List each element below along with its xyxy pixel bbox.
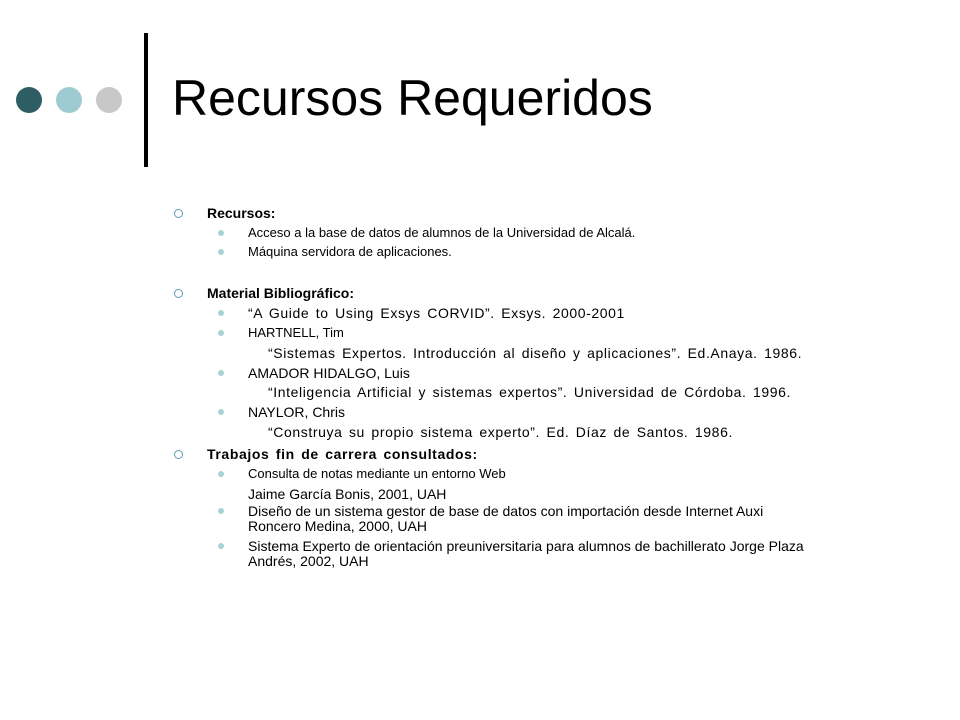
bullet-icon <box>218 249 224 255</box>
bullet-icon <box>218 310 224 316</box>
section-bullet-icon <box>174 450 183 459</box>
reference-title: “Sistemas Expertos. Introducción al diseño y aplicaciones”. Ed.Anaya. 1986. <box>268 345 803 361</box>
list-item <box>248 404 345 420</box>
bullet-icon <box>218 471 224 477</box>
section-heading-label: Trabajos fin de carrera consultados: <box>207 446 478 462</box>
section-heading-trabajos <box>207 446 478 462</box>
list-item <box>248 244 452 259</box>
list-item <box>248 325 344 340</box>
reference-title: “Construya su propio sistema experto”. Ed. Díaz de Santos. 1986. <box>268 424 733 440</box>
list-item-text: NAYLOR, Chris <box>248 404 345 420</box>
list-item <box>248 538 804 554</box>
section-heading-label: Recursos: <box>207 205 276 221</box>
section-heading-recursos <box>207 205 275 221</box>
section-bullet-icon <box>174 289 183 298</box>
bullet-icon <box>218 409 224 415</box>
list-item-text: HARTNELL, Tim <box>248 325 344 340</box>
list-item <box>248 225 635 240</box>
list-item-text: Sistema Experto de orientación preuniversitaria para alumnos de bachillerato Jorge Plaza <box>248 538 804 554</box>
section-heading-bibliografia <box>207 285 354 301</box>
reference-title: “Inteligencia Artificial y sistemas expertos”. Universidad de Córdoba. 1996. <box>268 384 792 400</box>
list-item <box>248 305 625 321</box>
bullet-icon <box>218 230 224 236</box>
list-item <box>248 466 506 481</box>
bullet-icon <box>218 330 224 336</box>
section-bullet-icon <box>174 209 183 218</box>
bullet-icon <box>218 370 224 376</box>
bullet-icon <box>218 508 224 514</box>
list-item-text: Acceso a la base de datos de alumnos de la Universidad de Alcalá. <box>248 225 636 240</box>
list-item <box>248 503 763 519</box>
list-item-text: Consulta de notas mediante un entorno Web <box>248 466 506 481</box>
list-item-detail: Roncero Medina, 2000, UAH <box>248 518 427 534</box>
list-item-detail: Andrés, 2002, UAH <box>248 553 369 569</box>
list-item-text: “A Guide to Using Exsys CORVID”. Exsys. 2000-2001 <box>248 305 625 321</box>
slide-title: Recursos Requeridos <box>172 70 653 126</box>
list-item-detail: Jaime García Bonis, 2001, UAH <box>248 486 447 502</box>
list-item-text: AMADOR HIDALGO, Luis <box>248 365 410 381</box>
list-item <box>248 365 410 381</box>
list-item-text: Máquina servidora de aplicaciones. <box>248 244 452 259</box>
bullet-icon <box>218 543 224 549</box>
list-item-text: Diseño de un sistema gestor de base de datos con importación desde Internet Auxi <box>248 503 764 519</box>
section-heading-label: Material Bibliográfico: <box>207 285 355 301</box>
